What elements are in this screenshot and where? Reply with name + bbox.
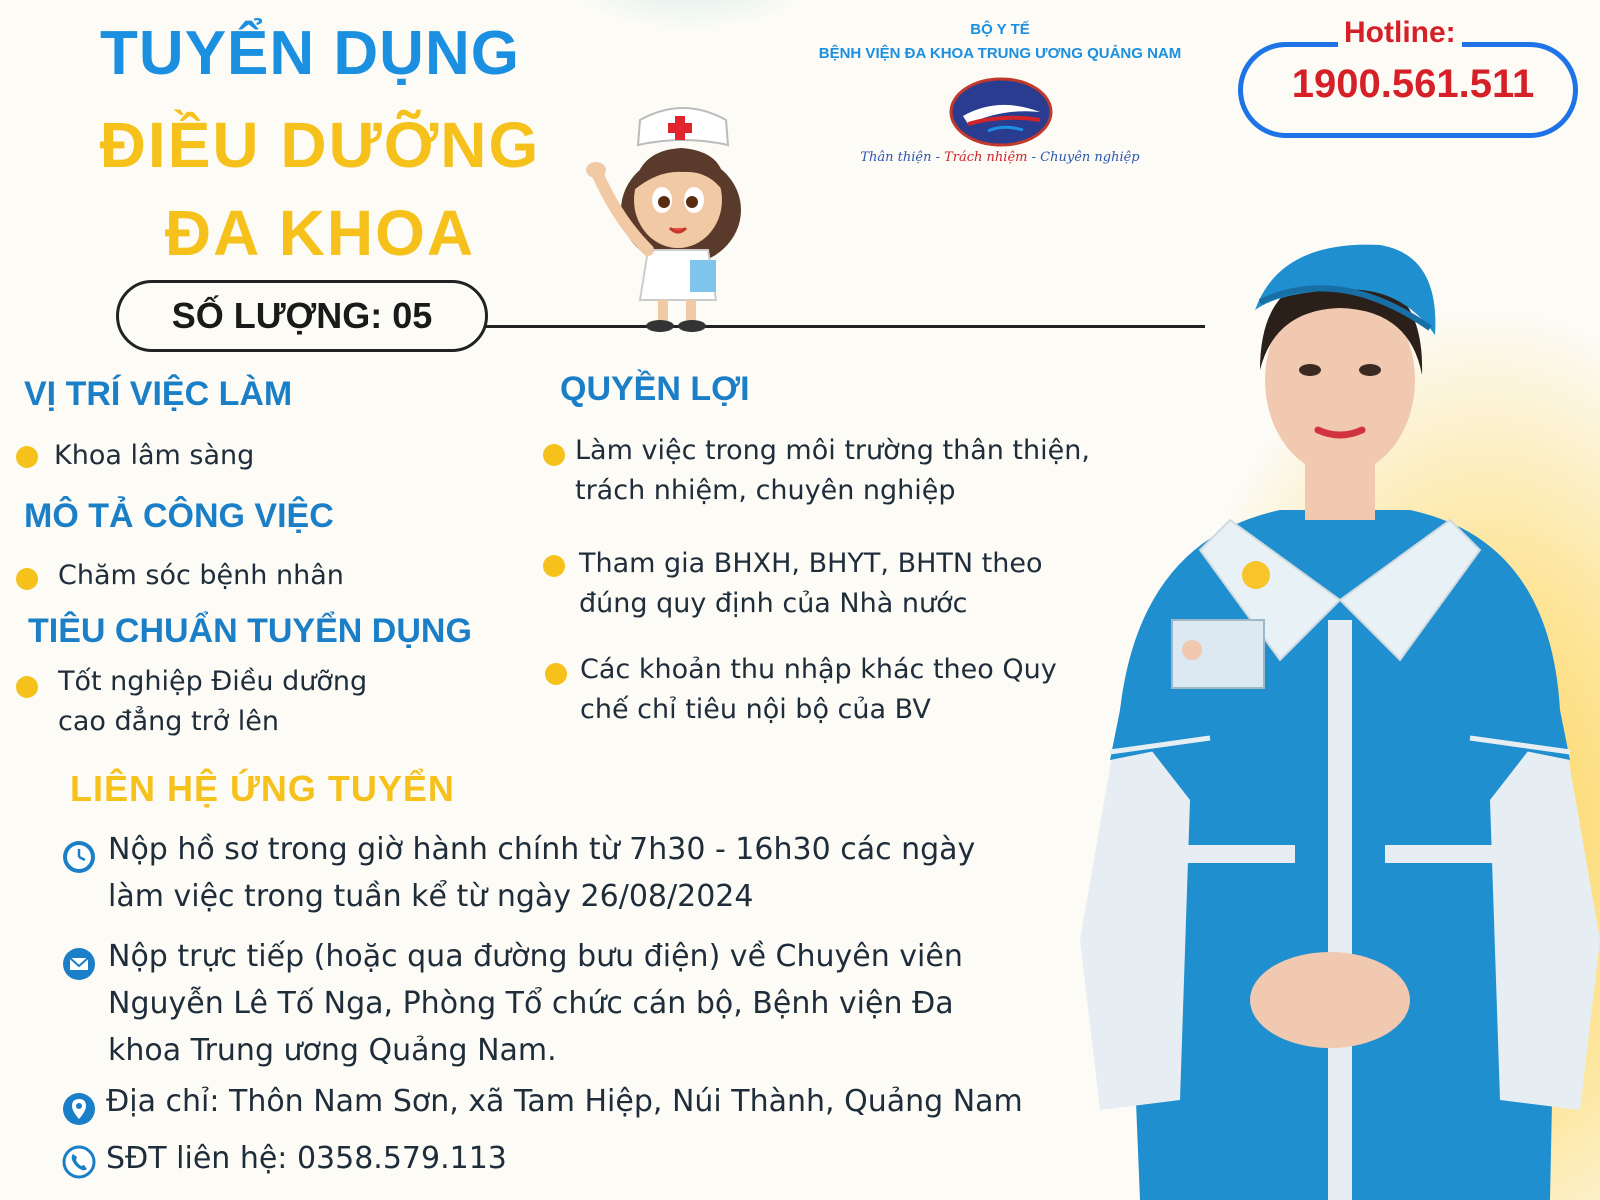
benefit-item-2	[579, 544, 1043, 624]
contact-heading: LIÊN HỆ ỨNG TUYỂN	[70, 768, 455, 809]
cartoon-nurse-illustration	[578, 100, 758, 335]
bullet-dot	[543, 555, 565, 577]
hospital-slogan	[840, 150, 1160, 165]
position-item: Khoa lâm sàng	[54, 440, 255, 471]
benefit-1-line-1: Làm việc trong môi trường thân thiện,	[575, 435, 1090, 466]
bullet-dot	[543, 444, 565, 466]
bullet-dot	[16, 446, 38, 468]
requirements-line-1: Tốt nghiệp Điều dưỡng	[58, 666, 368, 697]
hospital-header	[780, 18, 1220, 66]
benefit-3-line-1: Các khoản thu nhập khác theo Quy	[580, 654, 1057, 685]
contact-mail-line-1: Nộp trực tiếp (hoặc qua đường bưu điện) về Chuyên viên	[108, 939, 963, 974]
bullet-dot	[16, 676, 38, 698]
contact-mail	[108, 933, 963, 1074]
contact-mail-line-3: khoa Trung ương Quảng Nam.	[108, 1033, 557, 1068]
benefit-1-line-2: trách nhiệm, chuyên nghiệp	[575, 475, 956, 506]
bullet-dot	[16, 568, 38, 590]
contact-mail-line-2: Nguyễn Lê Tố Nga, Phòng Tổ chức cán bộ, Bệnh viện Đa	[108, 986, 954, 1021]
clock-icon	[62, 840, 96, 874]
nurse-photo	[1080, 240, 1600, 1200]
contact-time	[108, 826, 975, 920]
requirements-line-2: cao đẳng trở lên	[58, 706, 280, 737]
bullet-dot	[545, 663, 567, 685]
title-line-1: TUYỂN DỤNG	[100, 19, 520, 88]
hospital-name: BỆNH VIỆN ĐA KHOA TRUNG ƯƠNG QUẢNG NAM	[818, 45, 1182, 62]
slogan-part-1: Thân thiện -	[860, 150, 945, 165]
description-item: Chăm sóc bệnh nhân	[58, 560, 344, 591]
position-heading: VỊ TRÍ VIỆC LÀM	[24, 375, 293, 413]
ministry-name: BỘ Y TẾ	[970, 21, 1030, 38]
requirements-heading: TIÊU CHUẨN TUYỂN DỤNG	[28, 612, 472, 650]
benefit-item-3	[580, 650, 1057, 730]
hotline-number[interactable]: 1900.561.511	[1291, 62, 1535, 106]
benefit-2-line-2: đúng quy định của Nhà nước	[579, 588, 968, 619]
phone-icon	[62, 1145, 96, 1179]
location-pin-icon	[62, 1092, 96, 1126]
description-heading: MÔ TẢ CÔNG VIỆC	[24, 497, 334, 535]
benefit-2-line-1: Tham gia BHXH, BHYT, BHTN theo	[579, 548, 1043, 579]
benefit-item-1	[575, 431, 1090, 511]
title-line-2: ĐIỀU DƯỠNG	[99, 109, 541, 181]
benefit-3-line-2: chế chỉ tiêu nội bộ của BV	[580, 694, 931, 725]
hotline-label: Hotline:	[1338, 16, 1462, 50]
contact-time-line-1: Nộp hồ sơ trong giờ hành chính từ 7h30 - 16h30 các ngày	[108, 832, 976, 867]
requirements-item	[58, 662, 367, 742]
contact-address: Địa chỉ: Thôn Nam Sơn, xã Tam Hiệp, Núi Thành, Quảng Nam	[106, 1084, 1023, 1119]
contact-phone[interactable]: SĐT liên hệ: 0358.579.113	[106, 1141, 507, 1176]
hospital-logo	[948, 76, 1054, 148]
contact-time-line-2: làm việc trong tuần kể từ ngày 26/08/2024	[108, 879, 754, 914]
mail-icon	[62, 947, 96, 981]
slogan-part-3: - Chuyên nghiệp	[1027, 150, 1140, 165]
slogan-part-2: Trách nhiệm	[944, 150, 1028, 165]
title-line-3: ĐA KHOA	[164, 197, 476, 269]
quantity-badge: SỐ LƯỢNG: 05	[116, 280, 488, 352]
benefits-heading: QUYỀN LỢI	[560, 370, 750, 408]
